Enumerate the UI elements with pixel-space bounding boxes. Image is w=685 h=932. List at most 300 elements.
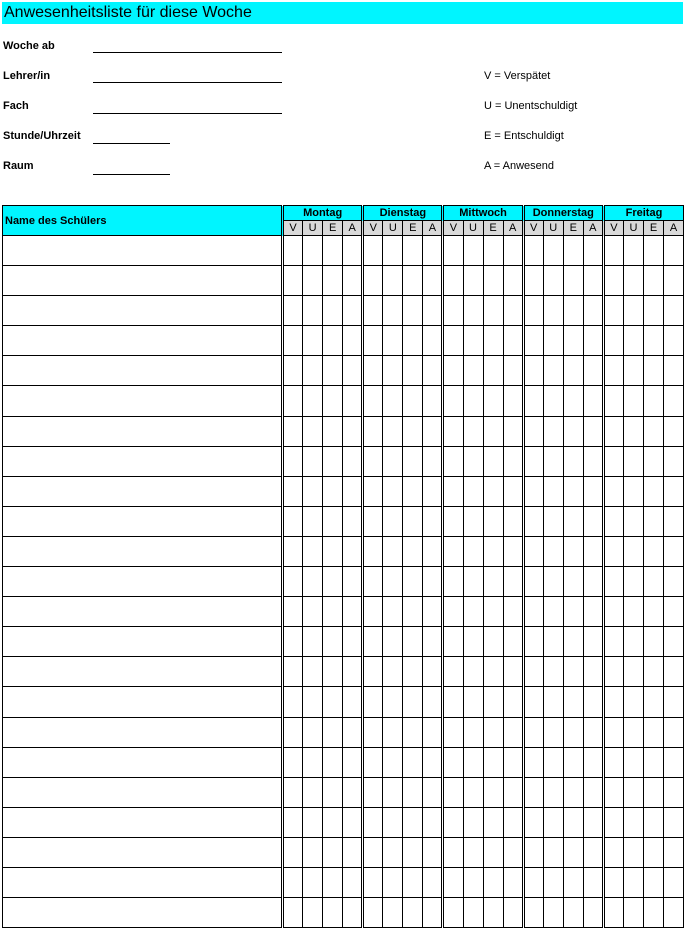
attendance-cell[interactable] <box>423 567 443 597</box>
attendance-cell[interactable] <box>423 506 443 536</box>
attendance-cell[interactable] <box>463 567 483 597</box>
attendance-cell[interactable] <box>664 867 684 897</box>
attendance-cell[interactable] <box>403 416 423 446</box>
attendance-cell[interactable] <box>363 476 383 506</box>
attendance-cell[interactable] <box>463 416 483 446</box>
attendance-cell[interactable] <box>664 326 684 356</box>
attendance-cell[interactable] <box>643 266 663 296</box>
attendance-cell[interactable] <box>503 717 523 747</box>
attendance-cell[interactable] <box>563 657 583 687</box>
attendance-cell[interactable] <box>523 266 543 296</box>
attendance-cell[interactable] <box>664 446 684 476</box>
attendance-cell[interactable] <box>403 476 423 506</box>
attendance-cell[interactable] <box>623 416 643 446</box>
attendance-cell[interactable] <box>483 657 503 687</box>
attendance-cell[interactable] <box>664 597 684 627</box>
attendance-cell[interactable] <box>523 747 543 777</box>
attendance-cell[interactable] <box>363 506 383 536</box>
attendance-cell[interactable] <box>603 446 623 476</box>
attendance-cell[interactable] <box>343 867 363 897</box>
attendance-cell[interactable] <box>543 386 563 416</box>
attendance-cell[interactable] <box>323 236 343 266</box>
attendance-cell[interactable] <box>643 657 663 687</box>
attendance-cell[interactable] <box>423 777 443 807</box>
attendance-cell[interactable] <box>363 837 383 867</box>
attendance-cell[interactable] <box>643 386 663 416</box>
attendance-cell[interactable] <box>403 657 423 687</box>
attendance-cell[interactable] <box>503 386 523 416</box>
attendance-cell[interactable] <box>423 296 443 326</box>
attendance-cell[interactable] <box>664 236 684 266</box>
attendance-cell[interactable] <box>643 356 663 386</box>
attendance-cell[interactable] <box>523 446 543 476</box>
attendance-cell[interactable] <box>283 296 303 326</box>
attendance-cell[interactable] <box>583 627 603 657</box>
attendance-cell[interactable] <box>603 476 623 506</box>
field-line-raum[interactable] <box>93 174 170 175</box>
attendance-cell[interactable] <box>463 536 483 566</box>
attendance-cell[interactable] <box>603 597 623 627</box>
attendance-cell[interactable] <box>583 536 603 566</box>
student-name-cell[interactable] <box>3 837 283 867</box>
field-line-lehrer[interactable] <box>93 82 282 83</box>
attendance-cell[interactable] <box>664 747 684 777</box>
attendance-cell[interactable] <box>503 747 523 777</box>
attendance-cell[interactable] <box>343 356 363 386</box>
attendance-cell[interactable] <box>543 687 563 717</box>
attendance-cell[interactable] <box>483 717 503 747</box>
attendance-cell[interactable] <box>443 476 463 506</box>
attendance-cell[interactable] <box>303 506 323 536</box>
attendance-cell[interactable] <box>403 837 423 867</box>
attendance-cell[interactable] <box>323 867 343 897</box>
attendance-cell[interactable] <box>383 807 403 837</box>
attendance-cell[interactable] <box>583 867 603 897</box>
attendance-cell[interactable] <box>543 597 563 627</box>
attendance-cell[interactable] <box>503 416 523 446</box>
attendance-cell[interactable] <box>603 356 623 386</box>
attendance-cell[interactable] <box>303 567 323 597</box>
attendance-cell[interactable] <box>543 446 563 476</box>
attendance-cell[interactable] <box>664 837 684 867</box>
attendance-cell[interactable] <box>323 747 343 777</box>
attendance-cell[interactable] <box>563 747 583 777</box>
attendance-cell[interactable] <box>403 266 423 296</box>
student-name-cell[interactable] <box>3 627 283 657</box>
attendance-cell[interactable] <box>523 536 543 566</box>
attendance-cell[interactable] <box>583 777 603 807</box>
attendance-cell[interactable] <box>483 296 503 326</box>
attendance-cell[interactable] <box>303 687 323 717</box>
attendance-cell[interactable] <box>423 597 443 627</box>
attendance-cell[interactable] <box>363 266 383 296</box>
attendance-cell[interactable] <box>343 837 363 867</box>
attendance-cell[interactable] <box>664 807 684 837</box>
attendance-cell[interactable] <box>664 717 684 747</box>
attendance-cell[interactable] <box>383 657 403 687</box>
attendance-cell[interactable] <box>343 627 363 657</box>
attendance-cell[interactable] <box>303 777 323 807</box>
attendance-cell[interactable] <box>543 326 563 356</box>
attendance-cell[interactable] <box>603 536 623 566</box>
attendance-cell[interactable] <box>603 296 623 326</box>
attendance-cell[interactable] <box>664 687 684 717</box>
student-name-cell[interactable] <box>3 446 283 476</box>
attendance-cell[interactable] <box>323 326 343 356</box>
attendance-cell[interactable] <box>664 356 684 386</box>
attendance-cell[interactable] <box>443 386 463 416</box>
attendance-cell[interactable] <box>603 867 623 897</box>
student-name-cell[interactable] <box>3 326 283 356</box>
attendance-cell[interactable] <box>323 657 343 687</box>
attendance-cell[interactable] <box>483 777 503 807</box>
attendance-cell[interactable] <box>483 236 503 266</box>
attendance-cell[interactable] <box>423 898 443 928</box>
attendance-cell[interactable] <box>463 837 483 867</box>
attendance-cell[interactable] <box>363 446 383 476</box>
attendance-cell[interactable] <box>523 236 543 266</box>
attendance-cell[interactable] <box>283 777 303 807</box>
attendance-cell[interactable] <box>503 567 523 597</box>
attendance-cell[interactable] <box>583 236 603 266</box>
attendance-cell[interactable] <box>383 416 403 446</box>
attendance-cell[interactable] <box>403 506 423 536</box>
attendance-cell[interactable] <box>483 627 503 657</box>
attendance-cell[interactable] <box>323 777 343 807</box>
attendance-cell[interactable] <box>323 356 343 386</box>
field-line-woche-ab[interactable] <box>93 52 282 53</box>
attendance-cell[interactable] <box>323 687 343 717</box>
attendance-cell[interactable] <box>443 266 463 296</box>
attendance-cell[interactable] <box>463 627 483 657</box>
attendance-cell[interactable] <box>483 326 503 356</box>
attendance-cell[interactable] <box>323 837 343 867</box>
attendance-cell[interactable] <box>323 266 343 296</box>
attendance-cell[interactable] <box>443 326 463 356</box>
attendance-cell[interactable] <box>563 867 583 897</box>
attendance-cell[interactable] <box>503 536 523 566</box>
attendance-cell[interactable] <box>583 326 603 356</box>
attendance-cell[interactable] <box>503 777 523 807</box>
attendance-cell[interactable] <box>343 807 363 837</box>
attendance-cell[interactable] <box>523 807 543 837</box>
attendance-cell[interactable] <box>603 777 623 807</box>
attendance-cell[interactable] <box>603 657 623 687</box>
attendance-cell[interactable] <box>283 717 303 747</box>
student-name-cell[interactable] <box>3 898 283 928</box>
attendance-cell[interactable] <box>403 356 423 386</box>
attendance-cell[interactable] <box>623 597 643 627</box>
attendance-cell[interactable] <box>463 807 483 837</box>
attendance-cell[interactable] <box>443 567 463 597</box>
attendance-cell[interactable] <box>443 446 463 476</box>
attendance-cell[interactable] <box>383 567 403 597</box>
attendance-cell[interactable] <box>283 597 303 627</box>
attendance-cell[interactable] <box>423 326 443 356</box>
attendance-cell[interactable] <box>443 717 463 747</box>
attendance-cell[interactable] <box>403 717 423 747</box>
attendance-cell[interactable] <box>603 627 623 657</box>
attendance-cell[interactable] <box>283 627 303 657</box>
attendance-cell[interactable] <box>363 777 383 807</box>
attendance-cell[interactable] <box>343 446 363 476</box>
attendance-cell[interactable] <box>383 236 403 266</box>
attendance-cell[interactable] <box>563 386 583 416</box>
attendance-cell[interactable] <box>343 536 363 566</box>
attendance-cell[interactable] <box>623 687 643 717</box>
attendance-cell[interactable] <box>643 627 663 657</box>
attendance-cell[interactable] <box>523 717 543 747</box>
attendance-cell[interactable] <box>643 777 663 807</box>
attendance-cell[interactable] <box>563 898 583 928</box>
attendance-cell[interactable] <box>303 627 323 657</box>
attendance-cell[interactable] <box>623 567 643 597</box>
attendance-cell[interactable] <box>483 687 503 717</box>
student-name-cell[interactable] <box>3 296 283 326</box>
attendance-cell[interactable] <box>363 236 383 266</box>
attendance-cell[interactable] <box>543 898 563 928</box>
attendance-cell[interactable] <box>463 657 483 687</box>
attendance-cell[interactable] <box>463 717 483 747</box>
attendance-cell[interactable] <box>343 386 363 416</box>
attendance-cell[interactable] <box>463 777 483 807</box>
attendance-cell[interactable] <box>623 747 643 777</box>
attendance-cell[interactable] <box>303 236 323 266</box>
attendance-cell[interactable] <box>603 717 623 747</box>
attendance-cell[interactable] <box>323 416 343 446</box>
attendance-cell[interactable] <box>463 747 483 777</box>
student-name-cell[interactable] <box>3 236 283 266</box>
attendance-cell[interactable] <box>643 597 663 627</box>
attendance-cell[interactable] <box>643 898 663 928</box>
attendance-cell[interactable] <box>603 326 623 356</box>
attendance-cell[interactable] <box>383 687 403 717</box>
attendance-cell[interactable] <box>383 356 403 386</box>
attendance-cell[interactable] <box>363 717 383 747</box>
attendance-cell[interactable] <box>563 236 583 266</box>
attendance-cell[interactable] <box>543 837 563 867</box>
attendance-cell[interactable] <box>523 687 543 717</box>
attendance-cell[interactable] <box>343 476 363 506</box>
attendance-cell[interactable] <box>383 747 403 777</box>
attendance-cell[interactable] <box>383 597 403 627</box>
attendance-cell[interactable] <box>303 597 323 627</box>
attendance-cell[interactable] <box>483 747 503 777</box>
attendance-cell[interactable] <box>343 506 363 536</box>
attendance-cell[interactable] <box>283 567 303 597</box>
attendance-cell[interactable] <box>463 296 483 326</box>
attendance-cell[interactable] <box>483 386 503 416</box>
attendance-cell[interactable] <box>443 807 463 837</box>
attendance-cell[interactable] <box>343 236 363 266</box>
attendance-cell[interactable] <box>583 837 603 867</box>
attendance-cell[interactable] <box>483 446 503 476</box>
attendance-cell[interactable] <box>403 597 423 627</box>
attendance-cell[interactable] <box>563 717 583 747</box>
attendance-cell[interactable] <box>423 807 443 837</box>
attendance-cell[interactable] <box>543 567 563 597</box>
attendance-cell[interactable] <box>323 898 343 928</box>
student-name-cell[interactable] <box>3 717 283 747</box>
attendance-cell[interactable] <box>343 266 363 296</box>
attendance-cell[interactable] <box>623 837 643 867</box>
attendance-cell[interactable] <box>323 717 343 747</box>
attendance-cell[interactable] <box>343 898 363 928</box>
attendance-cell[interactable] <box>623 296 643 326</box>
attendance-cell[interactable] <box>603 266 623 296</box>
student-name-cell[interactable] <box>3 687 283 717</box>
attendance-cell[interactable] <box>643 687 663 717</box>
attendance-cell[interactable] <box>423 476 443 506</box>
student-name-cell[interactable] <box>3 567 283 597</box>
attendance-cell[interactable] <box>443 296 463 326</box>
attendance-cell[interactable] <box>503 506 523 536</box>
attendance-cell[interactable] <box>523 326 543 356</box>
attendance-cell[interactable] <box>283 236 303 266</box>
attendance-cell[interactable] <box>463 386 483 416</box>
attendance-cell[interactable] <box>643 807 663 837</box>
attendance-cell[interactable] <box>423 687 443 717</box>
attendance-cell[interactable] <box>664 506 684 536</box>
attendance-cell[interactable] <box>443 657 463 687</box>
student-name-cell[interactable] <box>3 476 283 506</box>
attendance-cell[interactable] <box>503 687 523 717</box>
attendance-cell[interactable] <box>283 657 303 687</box>
attendance-cell[interactable] <box>563 356 583 386</box>
attendance-cell[interactable] <box>283 386 303 416</box>
attendance-cell[interactable] <box>543 627 563 657</box>
attendance-cell[interactable] <box>583 416 603 446</box>
attendance-cell[interactable] <box>503 807 523 837</box>
attendance-cell[interactable] <box>583 386 603 416</box>
attendance-cell[interactable] <box>303 657 323 687</box>
attendance-cell[interactable] <box>543 867 563 897</box>
attendance-cell[interactable] <box>643 506 663 536</box>
attendance-cell[interactable] <box>563 837 583 867</box>
attendance-cell[interactable] <box>343 296 363 326</box>
attendance-cell[interactable] <box>503 898 523 928</box>
attendance-cell[interactable] <box>443 536 463 566</box>
attendance-cell[interactable] <box>283 446 303 476</box>
attendance-cell[interactable] <box>363 747 383 777</box>
attendance-cell[interactable] <box>543 476 563 506</box>
student-name-cell[interactable] <box>3 266 283 296</box>
attendance-cell[interactable] <box>603 747 623 777</box>
attendance-cell[interactable] <box>543 236 563 266</box>
student-name-cell[interactable] <box>3 777 283 807</box>
attendance-cell[interactable] <box>283 416 303 446</box>
attendance-cell[interactable] <box>623 326 643 356</box>
attendance-cell[interactable] <box>403 326 423 356</box>
attendance-cell[interactable] <box>443 747 463 777</box>
attendance-cell[interactable] <box>403 627 423 657</box>
attendance-cell[interactable] <box>383 386 403 416</box>
attendance-cell[interactable] <box>303 356 323 386</box>
attendance-cell[interactable] <box>583 747 603 777</box>
attendance-cell[interactable] <box>563 326 583 356</box>
attendance-cell[interactable] <box>363 898 383 928</box>
attendance-cell[interactable] <box>623 386 643 416</box>
attendance-cell[interactable] <box>383 627 403 657</box>
attendance-cell[interactable] <box>463 446 483 476</box>
attendance-cell[interactable] <box>543 266 563 296</box>
attendance-cell[interactable] <box>283 898 303 928</box>
attendance-cell[interactable] <box>503 266 523 296</box>
attendance-cell[interactable] <box>503 597 523 627</box>
attendance-cell[interactable] <box>523 386 543 416</box>
attendance-cell[interactable] <box>403 567 423 597</box>
attendance-cell[interactable] <box>523 506 543 536</box>
student-name-cell[interactable] <box>3 506 283 536</box>
attendance-cell[interactable] <box>543 807 563 837</box>
attendance-cell[interactable] <box>543 296 563 326</box>
attendance-cell[interactable] <box>523 657 543 687</box>
attendance-cell[interactable] <box>483 567 503 597</box>
attendance-cell[interactable] <box>583 597 603 627</box>
attendance-cell[interactable] <box>664 476 684 506</box>
attendance-cell[interactable] <box>463 867 483 897</box>
attendance-cell[interactable] <box>563 687 583 717</box>
attendance-cell[interactable] <box>283 476 303 506</box>
attendance-cell[interactable] <box>503 356 523 386</box>
attendance-cell[interactable] <box>423 867 443 897</box>
attendance-cell[interactable] <box>423 717 443 747</box>
attendance-cell[interactable] <box>664 536 684 566</box>
attendance-cell[interactable] <box>443 777 463 807</box>
attendance-cell[interactable] <box>643 416 663 446</box>
attendance-cell[interactable] <box>343 687 363 717</box>
attendance-cell[interactable] <box>403 536 423 566</box>
attendance-cell[interactable] <box>463 898 483 928</box>
attendance-cell[interactable] <box>503 236 523 266</box>
attendance-cell[interactable] <box>283 506 303 536</box>
attendance-cell[interactable] <box>583 266 603 296</box>
attendance-cell[interactable] <box>403 386 423 416</box>
attendance-cell[interactable] <box>563 627 583 657</box>
attendance-cell[interactable] <box>603 807 623 837</box>
attendance-cell[interactable] <box>643 747 663 777</box>
attendance-cell[interactable] <box>563 536 583 566</box>
student-name-cell[interactable] <box>3 386 283 416</box>
attendance-cell[interactable] <box>403 898 423 928</box>
attendance-cell[interactable] <box>583 687 603 717</box>
attendance-cell[interactable] <box>664 657 684 687</box>
attendance-cell[interactable] <box>583 567 603 597</box>
student-name-cell[interactable] <box>3 536 283 566</box>
attendance-cell[interactable] <box>283 807 303 837</box>
attendance-cell[interactable] <box>643 476 663 506</box>
attendance-cell[interactable] <box>283 867 303 897</box>
attendance-cell[interactable] <box>623 867 643 897</box>
attendance-cell[interactable] <box>303 296 323 326</box>
attendance-cell[interactable] <box>423 536 443 566</box>
attendance-cell[interactable] <box>623 446 643 476</box>
attendance-cell[interactable] <box>403 777 423 807</box>
attendance-cell[interactable] <box>323 296 343 326</box>
attendance-cell[interactable] <box>443 837 463 867</box>
student-name-cell[interactable] <box>3 867 283 897</box>
attendance-cell[interactable] <box>583 356 603 386</box>
attendance-cell[interactable] <box>283 687 303 717</box>
attendance-cell[interactable] <box>543 657 563 687</box>
attendance-cell[interactable] <box>303 386 323 416</box>
attendance-cell[interactable] <box>423 446 443 476</box>
attendance-cell[interactable] <box>363 867 383 897</box>
attendance-cell[interactable] <box>583 446 603 476</box>
attendance-cell[interactable] <box>303 717 323 747</box>
attendance-cell[interactable] <box>323 476 343 506</box>
attendance-cell[interactable] <box>443 416 463 446</box>
